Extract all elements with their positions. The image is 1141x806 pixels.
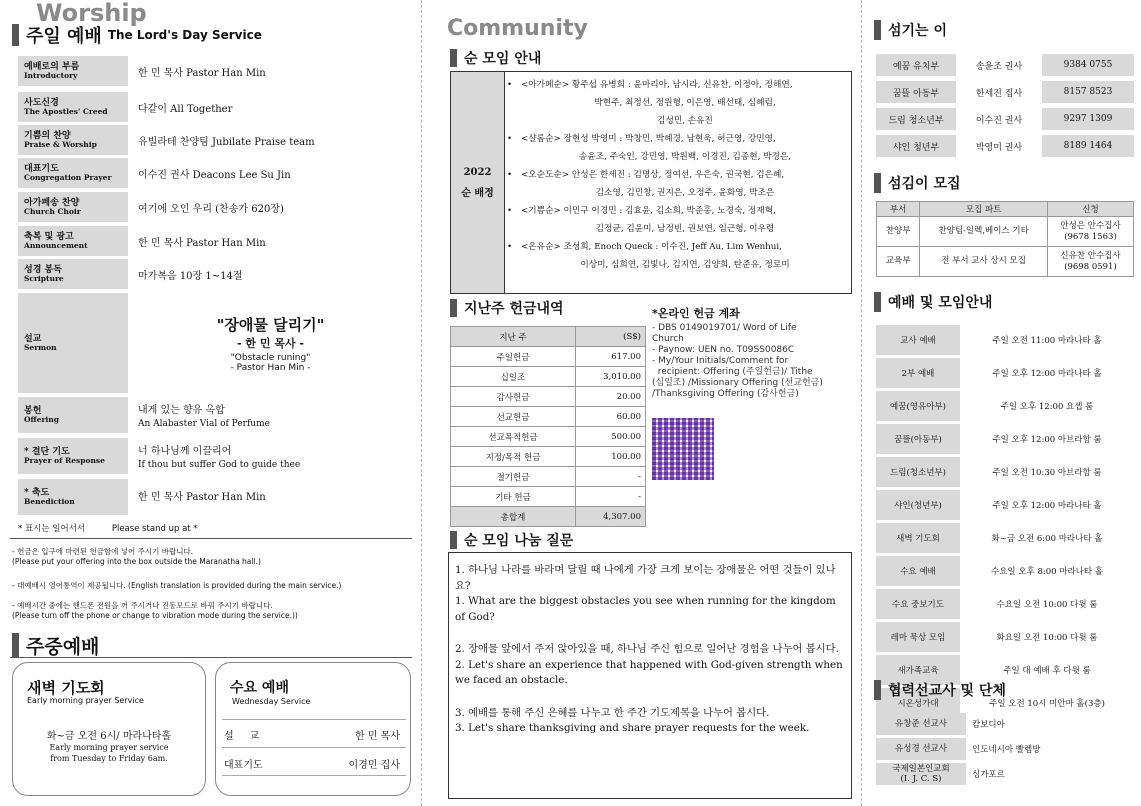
- order-label-ko: * 결단 기도: [24, 446, 70, 457]
- question-ko: 2. 장애물 앞에서 주저 앉아있을 때, 하나님 주신 힘으로 일어난 경험을 나누어 봅시다.: [455, 643, 839, 655]
- mission-row: [876, 738, 1134, 760]
- sermon-title-en: "Obstacle runing": [230, 352, 311, 363]
- recruit-contact: 안성은 안수집사 (9678 1563): [1048, 217, 1134, 247]
- order-label: [18, 192, 128, 222]
- order-label-ko: 축복 및 광고: [24, 231, 74, 242]
- offering-row: [451, 447, 646, 467]
- server-phone: 8189 1464: [1042, 135, 1134, 157]
- order-label: [18, 259, 128, 289]
- notice-item: [12, 581, 341, 591]
- recruit-heading: [874, 173, 961, 193]
- order-row: [18, 259, 413, 289]
- server-phone: 9297 1309: [1042, 108, 1134, 130]
- offering-row: [451, 487, 646, 507]
- mission-name: 국제일본인교회 (I. J. C. S): [876, 763, 966, 785]
- mission-row: [876, 713, 1134, 735]
- offering-title: 지난주 헌금내역: [464, 301, 564, 317]
- order-value: 유빌라테 찬양팀 Jubilate Praise team: [138, 136, 315, 148]
- offering-total-row: [451, 507, 646, 527]
- offering-row: [451, 387, 646, 407]
- schedule-time: 주일 오후 12:00 요셉 룸: [1000, 402, 1094, 412]
- offering-row: [451, 367, 646, 387]
- wed-prayer-label: 대표기도: [224, 760, 263, 771]
- order-label: [18, 56, 128, 86]
- offering-head-sgd: (S$): [576, 327, 646, 347]
- assign-label: 순 배정: [461, 187, 494, 199]
- mission-name: 유성경 선교사: [876, 738, 966, 760]
- question-en: 1. What are the biggest obstacles you see when running for the kingdom of God?: [455, 595, 836, 623]
- online-line: (십일조) /Missionary Offering (선교헌금): [652, 378, 823, 388]
- mission-heading: [874, 680, 1006, 700]
- order-value: 이수진 권사 Deacons Lee Su Jin: [138, 169, 291, 181]
- schedule-heading: [874, 292, 992, 312]
- schedule-name: 2부 예배: [876, 358, 960, 388]
- recruit-dept: 찬양부: [877, 217, 920, 247]
- cell-heading: [450, 49, 541, 67]
- order-label: [18, 226, 128, 256]
- schedule-time: 주일 오후 12:00 마라나타 홀: [992, 369, 1102, 379]
- offering-row: [451, 427, 646, 447]
- schedule-time: 주일 오전 10:30 아브라함 룸: [992, 468, 1102, 478]
- order-label-en: Offering: [24, 414, 59, 424]
- notice-en: (Please turn off the phone or change to vibration mode during the service.)): [12, 610, 298, 620]
- order-value: 여기에 오인 우리 (찬송가 620장): [138, 203, 284, 215]
- order-label-ko: 아가페송 찬양: [24, 197, 80, 208]
- offering-amount: 100.00: [576, 447, 646, 467]
- online-line: recipient: Offering (주일헌금)/ Tithe: [652, 367, 813, 377]
- wed-title: 수요 예배: [230, 680, 289, 696]
- order-label-en: Announcement: [24, 240, 88, 250]
- server-name: 이수진 권사: [975, 115, 1023, 126]
- schedule-row: [876, 457, 1134, 487]
- offering-amount: 500.00: [576, 427, 646, 447]
- order-label-ko: 대표기도: [24, 163, 59, 174]
- offering-amount: 60.00: [576, 407, 646, 427]
- order-row: [18, 92, 413, 122]
- wed-prayer-value: 이경민 집사: [348, 760, 400, 771]
- recruit-dept: 교육부: [877, 247, 920, 277]
- offering-heading: [450, 299, 564, 317]
- cell-group: [507, 202, 849, 238]
- recruit-part: 전 부서 교사 상시 모집: [920, 247, 1048, 277]
- wednesday-box: [215, 662, 411, 796]
- schedule-name: 샤인(청년부): [876, 490, 960, 520]
- heading-ko: 주일 예배: [26, 26, 102, 47]
- offering-type: 주일헌금: [451, 347, 576, 367]
- online-line: /Thanksgiving Offering (감사헌금): [652, 389, 799, 399]
- dawn-sub: Early morning prayer Service: [27, 696, 144, 705]
- sermon-pastor: - 한 민 목사 -: [237, 336, 304, 350]
- order-label: [18, 479, 128, 515]
- cell-group: [507, 238, 849, 274]
- order-label-en: Benediction: [24, 496, 75, 506]
- heading-en: The Lord's Day Service: [107, 28, 262, 42]
- community-title: Community: [447, 16, 588, 41]
- schedule-row: [876, 358, 1134, 388]
- server-phone: 8157 8523: [1042, 81, 1134, 103]
- order-label-en: Scripture: [24, 273, 64, 283]
- cell-line: 김성민, 손유진: [657, 116, 713, 126]
- bullet-icon: •: [507, 134, 513, 144]
- order-label-en: Introductory: [24, 70, 78, 80]
- order-value-line2: If thou but suffer God to guide thee: [138, 460, 301, 470]
- mission-table: [876, 710, 1134, 788]
- schedule-row: [876, 622, 1134, 652]
- notice-item: [12, 601, 298, 621]
- question-ko: 1. 하나님 나라를 바라며 달릴 때 나에게 가장 크게 보이는 장애물은 어떤 것들이 있나요?: [455, 564, 836, 592]
- order-label-en: Prayer of Response: [24, 455, 105, 465]
- schedule-name: 교사 예배: [876, 325, 960, 355]
- order-label-ko: 기쁨의 찬양: [24, 130, 71, 141]
- offering-type: 선교목적헌금: [451, 427, 576, 447]
- order-value: 다같이 All Together: [138, 103, 233, 115]
- server-dept: 예꿈 유치부: [876, 54, 956, 76]
- offering-amount: -: [576, 487, 646, 507]
- schedule-time: 주일 대 예배 후 다윗 룸: [1003, 666, 1091, 676]
- schedule-name: 꿈뜰(아동부): [876, 424, 960, 454]
- offering-table: [450, 326, 646, 527]
- server-dept: 드림 청소년부: [876, 108, 956, 130]
- order-value-line1: 너 하나님께 이끌리어: [138, 446, 232, 457]
- cell-line: 김정균, 김윤미, 남정빈, 권보연, 임근형, 이우령: [595, 224, 775, 234]
- offering-amount: 617.00: [576, 347, 646, 367]
- order-label-en: The Apostles' Creed: [24, 106, 108, 116]
- stand-note-en: Please stand up at *: [111, 524, 198, 534]
- cell-title: 순 모임 안내: [464, 51, 542, 67]
- sunday-service-heading: [12, 24, 262, 46]
- server-phone: 9384 0755: [1042, 54, 1134, 76]
- offering-row: [451, 407, 646, 427]
- schedule-time: 주일 오전 10시 미안마 홀(3층): [989, 699, 1105, 709]
- order-label-en: Congregation Prayer: [24, 172, 112, 182]
- recruit-part: 찬양팀-일렉,베이스 기타: [920, 217, 1048, 247]
- offering-type: 절기헌금: [451, 467, 576, 487]
- dawn-title: 새벽 기도회: [27, 679, 105, 697]
- weekday-heading: [12, 633, 99, 657]
- question-item: [455, 563, 845, 625]
- online-offering: [652, 305, 848, 400]
- schedule-row: [876, 424, 1134, 454]
- recruit-table: [876, 201, 1134, 277]
- mission-name: 유창준 선교사: [876, 713, 966, 735]
- schedule-row: [876, 589, 1134, 619]
- recruit-contact: 신유찬 안수집사 (9698 0591): [1048, 247, 1134, 277]
- servers-heading: [874, 20, 947, 40]
- cell-line: 박현주, 최정선, 정원형, 이은영, 배선태, 심혜림,: [594, 98, 776, 108]
- schedule-title: 예배 및 모임안내: [888, 295, 993, 311]
- schedule-time: 주일 오후 12:00 마라나타 홀: [992, 501, 1102, 511]
- sermon-title: "장애물 달리기": [216, 315, 325, 334]
- order-label: [18, 438, 128, 474]
- online-line: - My/Your Initials/Comment for: [652, 356, 789, 366]
- total-amount: 4,307.00: [576, 507, 646, 527]
- order-label: [18, 125, 128, 155]
- offering-type: 감사헌금: [451, 387, 576, 407]
- mission-place: 싱가포르: [972, 770, 1005, 780]
- dawn-en1: Early morning prayer service: [49, 743, 169, 752]
- schedule-row: [876, 391, 1134, 421]
- sermon-label-en: Sermon: [24, 342, 57, 352]
- question-item: [455, 706, 845, 737]
- offering-amount: 20.00: [576, 387, 646, 407]
- cell-line1: <샬롬순> 장현성 박영미 : 박창민, 박혜경, 남현욱, 허근영, 강민영,: [521, 134, 776, 144]
- question-en: 2. Let's share an experience that happened with God-given strength when we faced an obstacle.: [455, 658, 843, 686]
- cell-list: [507, 76, 849, 274]
- schedule-time: 주일 오후 12:00 아브라함 룸: [992, 435, 1102, 445]
- offering-row: [451, 467, 646, 487]
- recruit-row: [877, 217, 1134, 247]
- server-name: 박영미 권사: [975, 142, 1023, 153]
- recruit-head-apply: 신청: [1048, 202, 1134, 217]
- order-label-ko: 사도신경: [24, 97, 59, 108]
- schedule-row: [876, 325, 1134, 355]
- server-dept: 샤인 청년부: [876, 135, 956, 157]
- dawn-time: 화~금 오전 6시/ 마라나타홀: [46, 731, 172, 742]
- bullet-icon: •: [507, 170, 513, 180]
- server-name: 한세진 집사: [975, 88, 1023, 99]
- question-title: 순 모임 나눔 질문: [464, 533, 574, 549]
- notice-item: [12, 547, 261, 567]
- order-label-ko: 예배로의 부름: [24, 61, 80, 72]
- bullet-icon: •: [507, 242, 513, 252]
- notice-en: (Please put your offering into the box outside the Maranatha hall.): [12, 556, 261, 566]
- question-item: [455, 642, 845, 689]
- offering-type: 지정/목적 헌금: [451, 447, 576, 467]
- schedule-name: 예꿈(영유아부): [876, 391, 960, 421]
- stand-note: [18, 522, 198, 534]
- schedule-name: 시온성가대: [876, 688, 960, 718]
- schedule-name: 새벽 기도회: [876, 523, 960, 553]
- order-value-line1: 한 민 목사 Pastor Han Min: [138, 492, 266, 503]
- schedule-name: 새가족교육: [876, 655, 960, 685]
- cell-group: [507, 76, 849, 130]
- schedule-table: [876, 322, 1134, 721]
- cell-line: 김소영, 김민창, 권지은, 오정주, 윤화영, 박조은: [595, 188, 775, 198]
- offering-amount: -: [576, 467, 646, 487]
- notice-ko: - 대예배시 영어통역이 제공됩니다. (English translation is provided during the main service.): [12, 581, 342, 590]
- year-label: 2022: [463, 166, 492, 178]
- question-en: 3. Let's share thanksgiving and share prayer requests for the week.: [455, 722, 810, 734]
- schedule-name: 수요 예배: [876, 556, 960, 586]
- cell-line: 이상미, 심희연, 김빛나, 김지연, 김양희, 탄준유, 정로미: [580, 260, 790, 270]
- order-label: [18, 92, 128, 122]
- bullet-icon: •: [507, 206, 513, 216]
- cell-box: [450, 71, 852, 294]
- order-row: [18, 56, 413, 86]
- schedule-row: [876, 556, 1134, 586]
- order-label: [18, 397, 128, 433]
- offering-type: 기타 헌금: [451, 487, 576, 507]
- notice-ko: - 예배시간 중에는 핸드폰 전원을 꺼 주시거나 진동모드로 바꿔 주시기 바랍니다.: [12, 601, 273, 610]
- order-value-line2: An Alabaster Vial of Perfume: [138, 419, 270, 429]
- order-label-ko: * 축도: [24, 487, 50, 498]
- question-box: [448, 552, 852, 799]
- cell-line1: <온유순> 조성희, Enoch Queck : 이수진, Jeff Au, Lim Wenhui,: [521, 242, 782, 252]
- bullet-icon: •: [507, 80, 513, 90]
- schedule-time: 주일 오전 11:00 마라나타 홀: [992, 336, 1102, 346]
- cell-line: 송윤조, 주숙인, 강민영, 박원백, 이경진, 김종현, 박경은,: [578, 152, 792, 162]
- dawn-en2: from Tuesday to Friday 6am.: [50, 754, 168, 763]
- sermon-label: [18, 293, 128, 393]
- cell-group: [507, 130, 849, 166]
- order-label-ko: 성경 봉독: [24, 264, 62, 275]
- order-label-en: Praise & Worship: [24, 139, 97, 149]
- offering-head-week: 지난 주: [451, 327, 576, 347]
- sermon-pastor-en: - Pastor Han Min -: [230, 362, 311, 373]
- order-row: [18, 125, 413, 155]
- offering-type: 십일조: [451, 367, 576, 387]
- order-row: [18, 158, 413, 188]
- schedule-time: 수요일 오전 10:00 다윗 룸: [996, 600, 1098, 610]
- offering-type: 선교헌금: [451, 407, 576, 427]
- recruit-title: 섬김이 모집: [888, 176, 961, 192]
- sermon-row: [18, 293, 413, 393]
- worship-title: Worship: [36, 0, 147, 27]
- question-ko: 3. 예배를 통해 주신 은혜를 나누고 한 주간 기도제목을 나누어 봅시다.: [455, 706, 770, 719]
- total-label: 총합계: [451, 507, 576, 527]
- order-label-en: Church Choir: [24, 206, 81, 216]
- online-line: - Paynow: UEN no. T09SS0086C: [652, 345, 795, 355]
- online-title: *온라인 헌금 계좌: [652, 307, 740, 320]
- order-value: 한 민 목사 Pastor Han Min: [138, 67, 266, 79]
- recruit-head-dept: 부서: [877, 202, 920, 217]
- qr-code-icon: [652, 418, 714, 480]
- order-value: [128, 438, 413, 474]
- order-value: 한 민 목사 Pastor Han Min: [138, 237, 266, 249]
- order-row: [18, 192, 413, 222]
- cell-line1: <오순도순> 안성은 한세진 : 김명상, 정여선, 우은숙, 권국현, 김은혜,: [521, 170, 785, 180]
- schedule-row: [876, 490, 1134, 520]
- schedule-name: 드림(청소년부): [876, 457, 960, 487]
- order-value: [128, 479, 413, 515]
- order-label-ko: 봉헌: [24, 405, 42, 416]
- order-label: [18, 158, 128, 188]
- online-line: - DBS 0149019701/ Word of Life: [652, 323, 797, 333]
- order-value: 마가복음 10장 1~14절: [138, 270, 243, 282]
- schedule-time: 화~금 오전 6:00 마라나타 홀: [991, 534, 1103, 544]
- sermon-label-ko: 설교: [24, 333, 42, 344]
- servers-title: 섬기는 이: [888, 23, 947, 39]
- cell-line1: <기쁨순> 이민구 이경민 : 김효윤, 김소희, 박준홍, 노경숙, 정재혁,: [521, 206, 776, 216]
- schedule-name: 수요 중보기도: [876, 589, 960, 619]
- dawn-prayer-box: [12, 662, 206, 796]
- order-row: [18, 226, 413, 256]
- server-dept: 꿈뜰 아동부: [876, 81, 956, 103]
- order-value-line1: 내게 있는 향유 옥합: [138, 405, 225, 416]
- stand-note-ko: * 표시는 일어서서: [18, 524, 86, 534]
- wed-sermon-label: 설 교: [224, 731, 260, 742]
- schedule-name: 레마 묵상 모임: [876, 622, 960, 652]
- order-row: [18, 397, 413, 433]
- mission-place: 인도네시아 빨렘방: [972, 745, 1041, 755]
- order-value: [128, 397, 413, 433]
- weekday-title: 주중예배: [26, 635, 100, 658]
- cell-line1: <아가페순> 황주섭 유병희 : 윤마리아, 남시라, 신유찬, 이정아, 정해연,: [521, 80, 793, 90]
- schedule-row: [876, 523, 1134, 553]
- recruit-head-part: 모집 파트: [920, 202, 1048, 217]
- order-row: [18, 438, 413, 474]
- recruit-row: [877, 247, 1134, 277]
- question-heading: [450, 531, 573, 549]
- mission-place: 캄보디아: [972, 720, 1005, 730]
- offering-row: [451, 347, 646, 367]
- schedule-time: 화요일 오전 10:00 다윗 룸: [996, 633, 1098, 643]
- wed-sub: Wednesday Service: [232, 697, 311, 706]
- offering-amount: 3,010.00: [576, 367, 646, 387]
- mission-row: [876, 763, 1134, 785]
- order-row: [18, 479, 413, 515]
- year-cell: [451, 72, 505, 293]
- cell-group: [507, 166, 849, 202]
- server-name: 송윤조 권사: [975, 61, 1023, 72]
- sermon-value: [128, 293, 413, 393]
- mission-title: 협력선교사 및 단체: [888, 683, 1006, 699]
- schedule-time: 수요일 오후 8:00 마라나타 홀: [990, 567, 1103, 577]
- wed-sermon-value: 한 민 목사: [355, 731, 400, 742]
- online-line: Church: [652, 334, 684, 344]
- notice-ko: - 헌금은 입구에 마련된 헌금함에 넣어 주시기 바랍니다.: [12, 547, 194, 556]
